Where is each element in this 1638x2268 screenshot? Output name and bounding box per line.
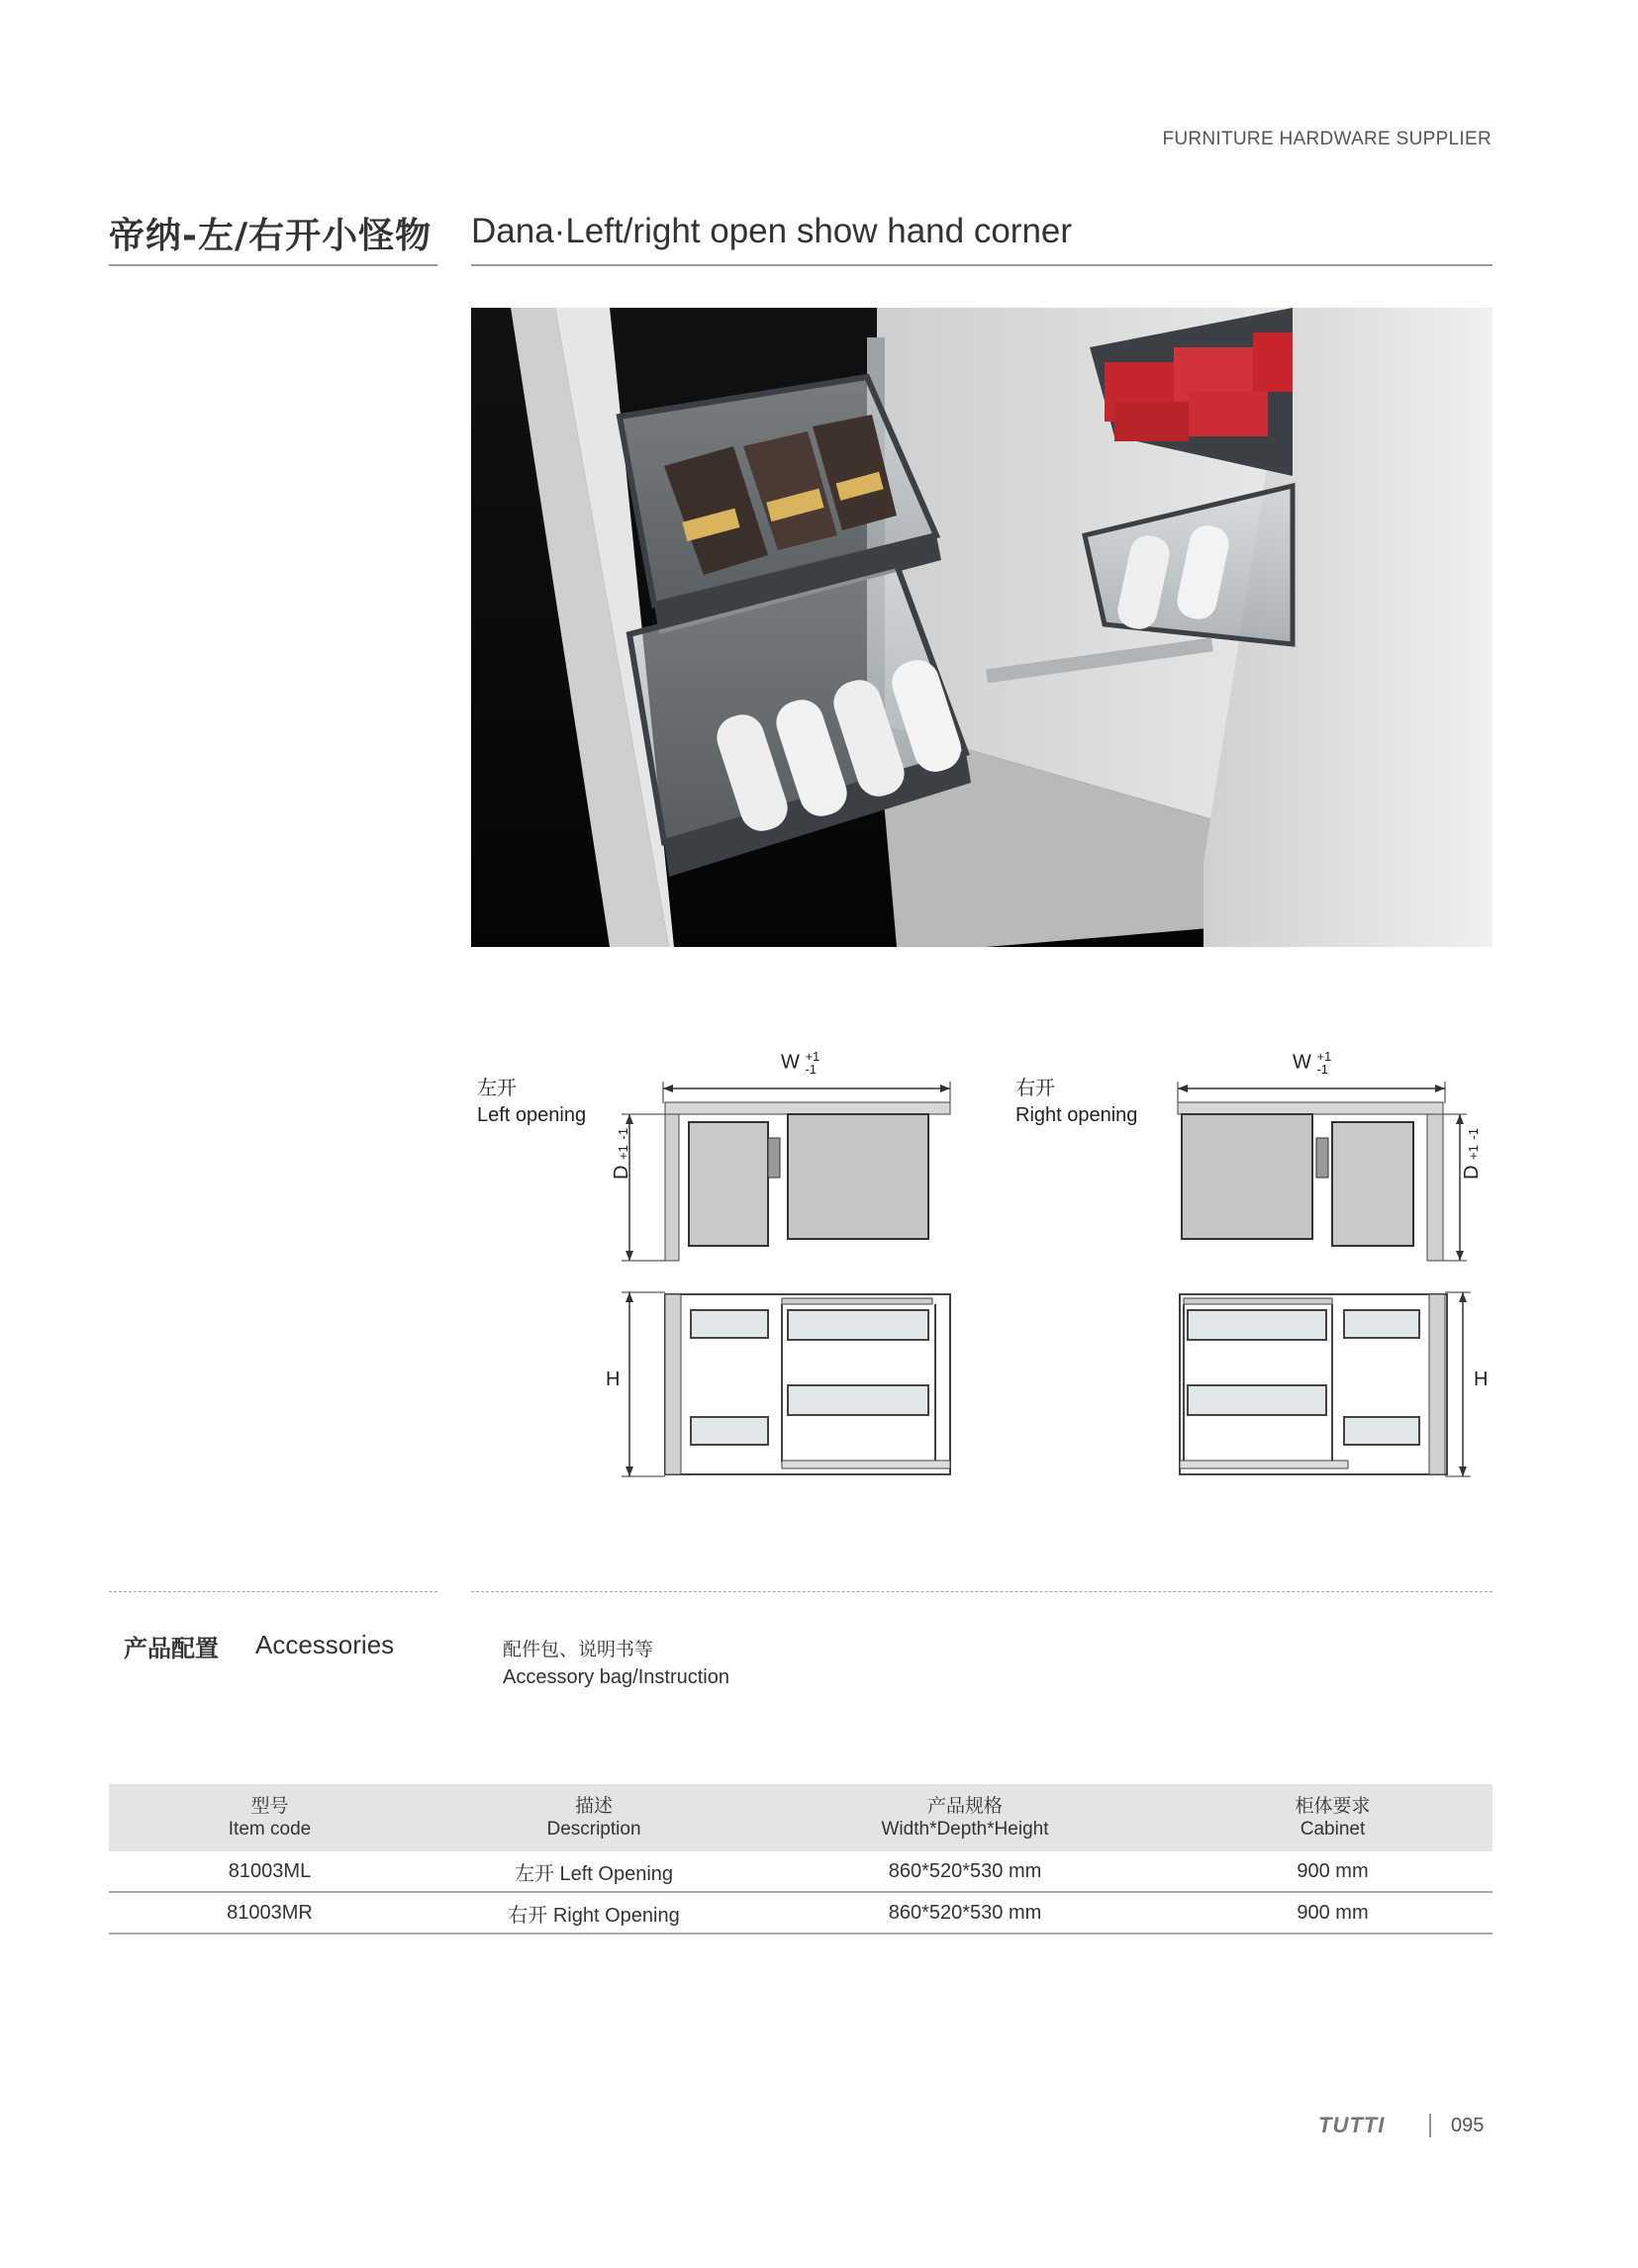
left-width-tol-plus: +1 [805,1049,820,1064]
item-code-cell: 81003ML [228,1859,312,1882]
header-item-code [109,1795,431,1841]
right-width-symbol: W [1293,1051,1311,1074]
left-depth-symbol: D [611,1165,632,1180]
spec-table [109,1784,1493,1935]
item-code-cell: 81003MR [227,1901,313,1924]
header-dimensions [757,1795,1173,1841]
right-width-tol-plus: +1 [1316,1049,1332,1064]
left-opening-top-view [594,1079,990,1276]
brand-logo: TUTTI [1318,2113,1386,2137]
page-number: 095 [1451,2115,1485,2136]
supplier-tagline: FURNITURE HARDWARE SUPPLIER [1162,129,1492,149]
product-photo [471,308,1493,947]
cabinet-cell: 900 mm [1297,1859,1369,1882]
header-cabinet-cn: 柜体要求 [1295,1795,1371,1817]
right-opening-top-view [1158,1079,1494,1276]
description-cell: 左开 Left Opening [514,1862,674,1885]
table-row [109,1893,1493,1935]
dimensions-cell: 860*520*530 mm [888,1859,1042,1882]
header-dimensions-cn: 产品规格 [926,1795,1003,1817]
cabinet-cell: 900 mm [1297,1901,1369,1924]
left-opening-label-cn: 左开 [477,1076,517,1099]
header-item-code-en: Item code [228,1819,312,1840]
title-underline-right [471,264,1493,266]
left-depth-tol-plus: +1 [616,1145,630,1160]
description-cell: 右开 Right Opening [508,1904,680,1927]
right-depth-tol-plus: +1 [1466,1145,1481,1160]
left-depth-tol-minus: -1 [616,1128,630,1140]
accessories-divider-left [109,1591,437,1592]
header-item-code-cn: 型号 [250,1795,289,1817]
right-depth-tol-minus: -1 [1466,1128,1481,1140]
right-height-symbol: H [1474,1369,1489,1390]
title-chinese: 帝纳-左/右开小怪物 [109,216,433,256]
left-width-symbol: W [781,1051,800,1074]
header-description [431,1795,757,1841]
right-depth-dimension [1461,1128,1484,1180]
spec-table-header [109,1784,1493,1851]
right-opening-front-view [1158,1286,1494,1484]
accessories-divider-right [471,1591,1493,1592]
title-underline-left [109,264,437,266]
header-description-cn: 描述 [574,1795,613,1817]
accessories-description-en: Accessory bag/Instruction [503,1666,729,1688]
product-photo-illustration [471,308,1493,947]
right-opening-label-en: Right opening [1015,1104,1138,1126]
left-opening-label-en: Left opening [477,1104,587,1126]
left-width-dimension [781,1050,819,1076]
accessories-heading-en: Accessories [255,1630,395,1659]
header-description-en: Description [546,1819,641,1840]
header-cabinet [1173,1795,1493,1841]
accessories-heading-cn: 产品配置 [124,1635,219,1662]
title-english: Dana·Left/right open show hand corner [471,212,1073,250]
header-cabinet-en: Cabinet [1300,1819,1366,1840]
left-opening-front-view [594,1286,990,1484]
right-opening-label-cn: 右开 [1015,1076,1055,1099]
left-height-symbol: H [606,1369,621,1390]
footer-separator [1429,2114,1431,2137]
right-depth-symbol: D [1461,1165,1483,1180]
accessories-description-cn: 配件包、说明书等 [503,1639,654,1660]
table-row [109,1851,1493,1893]
right-width-tol-minus: -1 [1316,1062,1329,1077]
header-dimensions-en: Width*Depth*Height [881,1819,1049,1840]
right-width-dimension [1293,1050,1331,1076]
left-width-tol-minus: -1 [805,1062,818,1077]
dimensions-cell: 860*520*530 mm [888,1901,1042,1924]
left-depth-dimension [611,1128,633,1180]
